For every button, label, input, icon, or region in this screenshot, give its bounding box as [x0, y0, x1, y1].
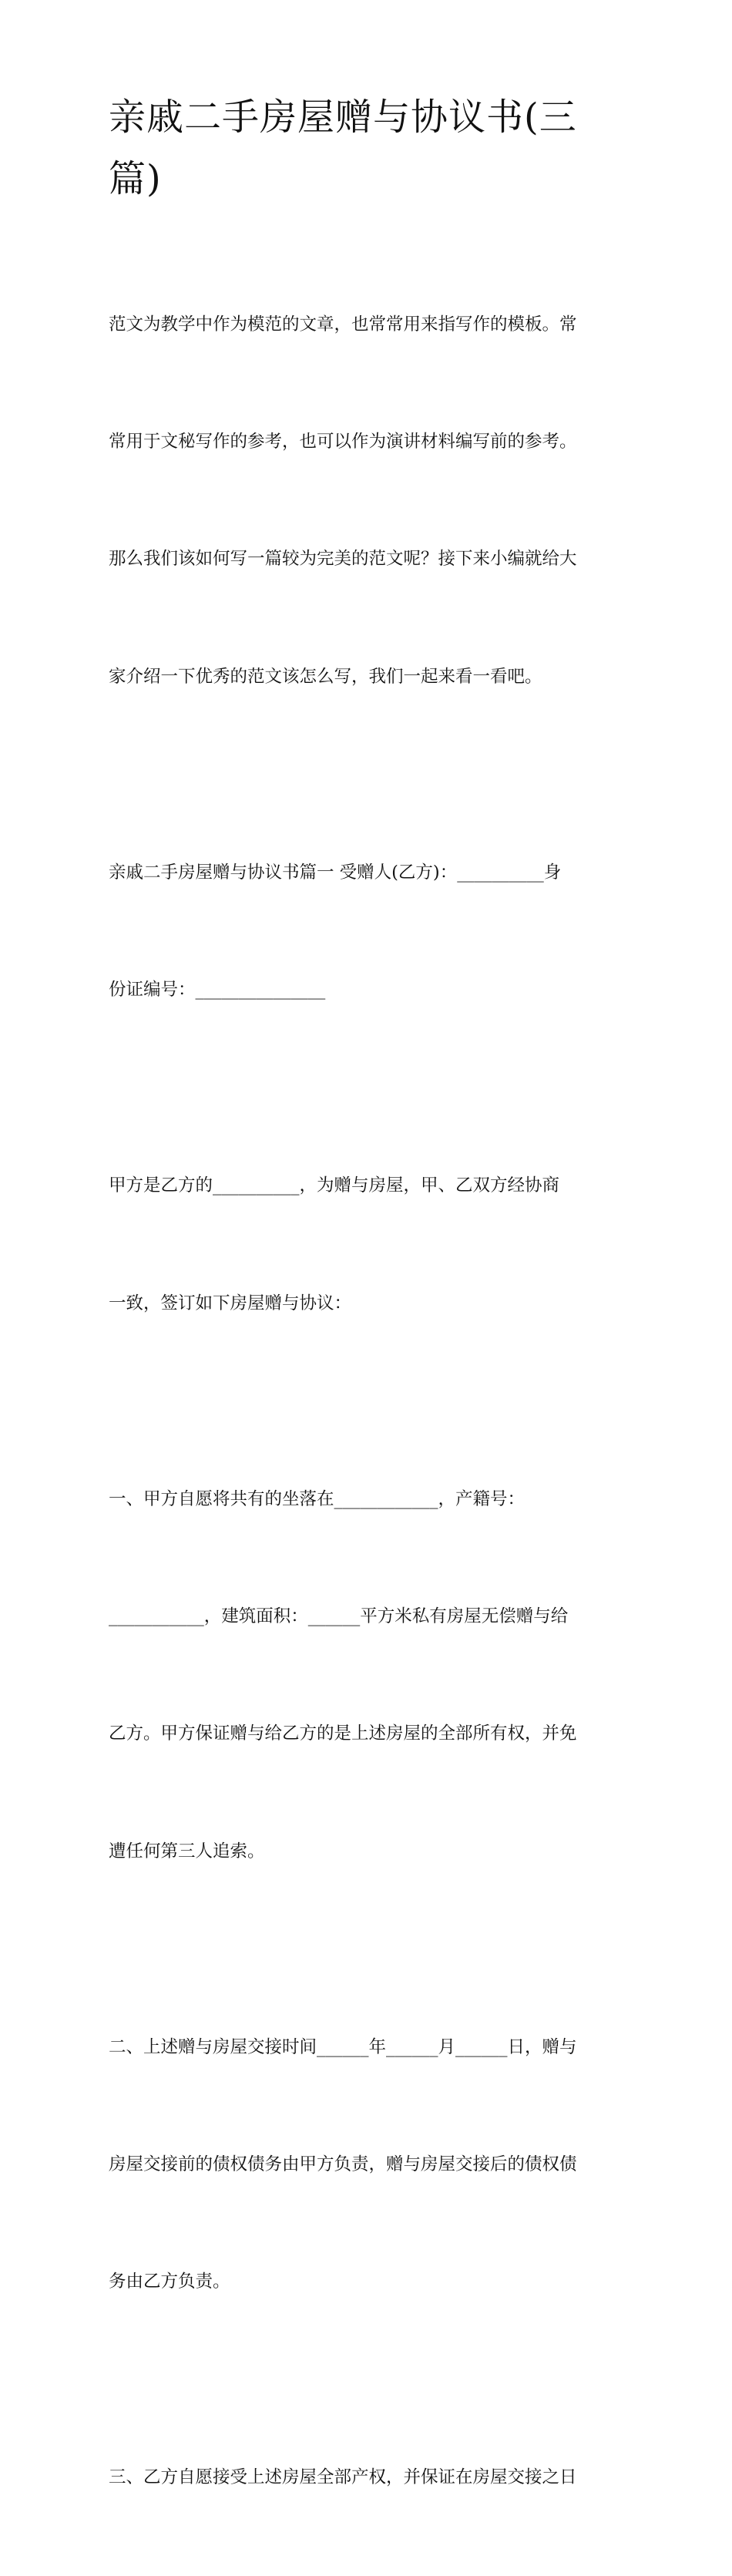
title-line: 亲戚二手房屋赠与协议书(三 — [109, 96, 577, 139]
title-line: 篇) — [109, 157, 162, 200]
intro-paragraph — [109, 227, 633, 775]
recipient-paragraph — [109, 775, 633, 1088]
document-title — [109, 86, 633, 210]
text-line: 一、甲方自愿将共有的坐落在____________，产籍号： — [109, 1488, 525, 1509]
text-line: 乙方。甲方保证赠与给乙方的是上述房屋的全部所有权，并免 — [109, 1723, 577, 1744]
text-line: 甲方是乙方的__________，为赠与房屋，甲、乙双方经协商 — [109, 1175, 560, 1196]
text-line: 务由乙方负责。 — [109, 2272, 230, 2292]
text-line: 一致，签订如下房屋赠与协议： — [109, 1293, 352, 1313]
text-line: 常用于文秘写作的参考，也可以作为演讲材料编写前的参考。 — [109, 431, 577, 452]
document-page — [109, 86, 633, 2576]
text-line: 那么我们该如何写一篇较为完美的范文呢？接下来小编就给大 — [109, 549, 577, 570]
text-line: ___________，建筑面积：______平方米私有房屋无偿赠与给 — [109, 1606, 569, 1626]
text-line: 亲戚二手房屋赠与协议书篇一 受赠人(乙方)：__________身 — [109, 862, 562, 883]
text-line: 遭任何第三人追索。 — [109, 1841, 265, 1861]
text-line: 房屋交接前的债权债务由甲方负责，赠与房屋交接后的债权债 — [109, 2154, 577, 2175]
clause-two — [109, 1949, 633, 2380]
clause-one — [109, 1401, 633, 1949]
relationship-paragraph — [109, 1088, 633, 1401]
text-line: 份证编号：_______________ — [109, 980, 326, 1000]
text-line: 家介绍一下优秀的范文该怎么写，我们一起来看一看吧。 — [109, 666, 542, 687]
text-line: 范文为教学中作为模范的文章，也常常用来指写作的模板。常 — [109, 314, 577, 335]
text-line: 二、上述赠与房屋交接时间______年______月______日，赠与 — [109, 2036, 577, 2057]
text-line: 三、乙方自愿接受上述房屋全部产权，并保证在房屋交接之日 — [109, 2467, 577, 2488]
clause-three — [109, 2380, 633, 2576]
